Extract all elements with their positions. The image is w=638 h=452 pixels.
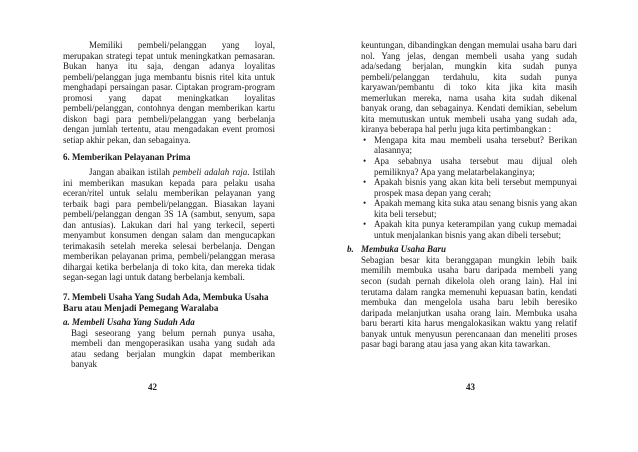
list-item: • Apa sebabnya usaha tersebut mau dijual oleh pemiliknya? Apa yang melatarbelakanginya; xyxy=(363,156,577,177)
right-page xyxy=(319,0,638,452)
list-item: • Mengapa kita mau membeli usaha tersebut? Berikan alasannya; xyxy=(363,134,577,156)
subheading-b xyxy=(347,244,577,255)
paragraph-loyalty: Memiliki pembeli/pelanggan yang loyal, merupakan strategi tepat untuk meningkatkan pemasaran. Bukan hanya itu saja, dengan adanya loyalitas pembeli/pelanggan juga membantu bisnis ritel kita untuk menghadapi persaingan pasar. Ciptakan program-program promosi yang dapat meningkatkan loyalitas pembeli/pelanggan, contohnya dengan memberikan kartu diskon bagi para pembeli/pelanggan yang berbelanja dengan jumlah tertentu, atau mengadakan event promosi setiap akhir pekan, dan sebagainya. xyxy=(63,40,275,145)
considerations-list xyxy=(361,135,577,240)
subheading-a: a. Membeli Usaha Yang Sudah Ada xyxy=(63,317,195,328)
heading-6: 6. Memberikan Pelayanan Prima xyxy=(63,152,191,163)
page-number-left: 42 xyxy=(148,382,157,392)
left-text-column xyxy=(63,40,275,370)
paragraph-service-rest: . Istilah ini memberikan masukan kepada para pelaku usaha eceran/ritel untuk selalu memberikan pelayanan yang terbaik bagi para pembeli/pelanggan. Biasakan layani pembeli/pelanggan dengan 3S 1A (sambut, senyum, sapa dan antusias). Lakukan dari hal yang terkecil, seperti menyambut konsumen dengan salam dan mengucapkan terimakasih setelah mereka selesai berbelanja. Dengan memberikan pelayanan prima, pembeli/pelanggan merasa dihargai ketika berbelanja di toko kita, dan mereka tidak segan-segan lagi untuk datang berbelanja kembali. xyxy=(63,167,275,283)
list-item: • Apakah kita punya keterampilan yang cukup memadai untuk menjalankan bisnis yang akan dibeli tersebut; xyxy=(363,219,577,240)
page-number-right: 43 xyxy=(466,382,475,392)
bullet-icon: • xyxy=(363,198,367,209)
bullet-icon: • xyxy=(363,177,367,188)
bullet-icon: • xyxy=(363,156,367,167)
subheading-b-text: Membuka Usaha Baru xyxy=(361,244,447,255)
subheading-b-label: b. xyxy=(347,244,354,255)
list-item: • Apakah bisnis yang akan kita beli tersebut mempunyai prospek masa depan yang cerah; xyxy=(363,177,577,198)
right-text-column xyxy=(347,40,577,350)
paragraph-service-start: Jangan abaikan istilah xyxy=(89,167,173,178)
paragraph-buy-existing: Bagi seseorang yang belum pernah punya usaha, membeli dan mengoperasikan usaha yang sudah ada atau sedang berjalan mungkin dapat memberikan banyak xyxy=(71,327,275,370)
bullet-icon: • xyxy=(363,219,367,230)
heading-7: 7. Membeli Usaha Yang Sudah Ada, Membuka Usaha Baru atau Menjadi Pemegang Waralaba xyxy=(63,292,269,313)
paragraph-benefits: keuntungan, dibandingkan dengan memulai usaha baru dari nol. Yang jelas, dengan membeli usaha yang sudah ada/sedang berjalan, mungkin kita sudah punya pembeli/pelanggan terdahulu, kita sudah punya karyawan/pembantu di toko kita jika kita masih memerlukan mereka, nama usaha kita sudah dikenal banyak orang, dan sebagainya. Kendati demikian, sebelum kita memutuskan untuk membeli usaha yang sudah ada, kiranya beberapa hal perlu juga kita pertimbangkan : xyxy=(361,40,577,135)
bullet-icon: • xyxy=(363,134,367,145)
paragraph-new-business: Sebagian besar kita beranggapan mungkin lebih baik memilih membuka usaha baru daripada membeli yang secon (sudah pernah dikelola oleh orang lain). Hal ini terutama dalam rangka memenuhi kepuasan batin, kendati membuka dan mengelola usaha baru lebih beresiko daripada melanjutkan usaha orang lain. Membuka usaha baru berarti kita harus mengalokasikan waktu yang relatif banyak untuk menyusun perencanaan dan meneliti proses pasar bagi barang atau jasa yang akan kita tawarkan. xyxy=(361,254,577,350)
list-item: • Apakah memang kita suka atau senang bisnis yang akan kita beli tersebut; xyxy=(363,198,577,219)
phrase-pembeli-adalah-raja: pembeli adalah raja xyxy=(172,167,248,178)
paragraph-service xyxy=(63,167,275,283)
